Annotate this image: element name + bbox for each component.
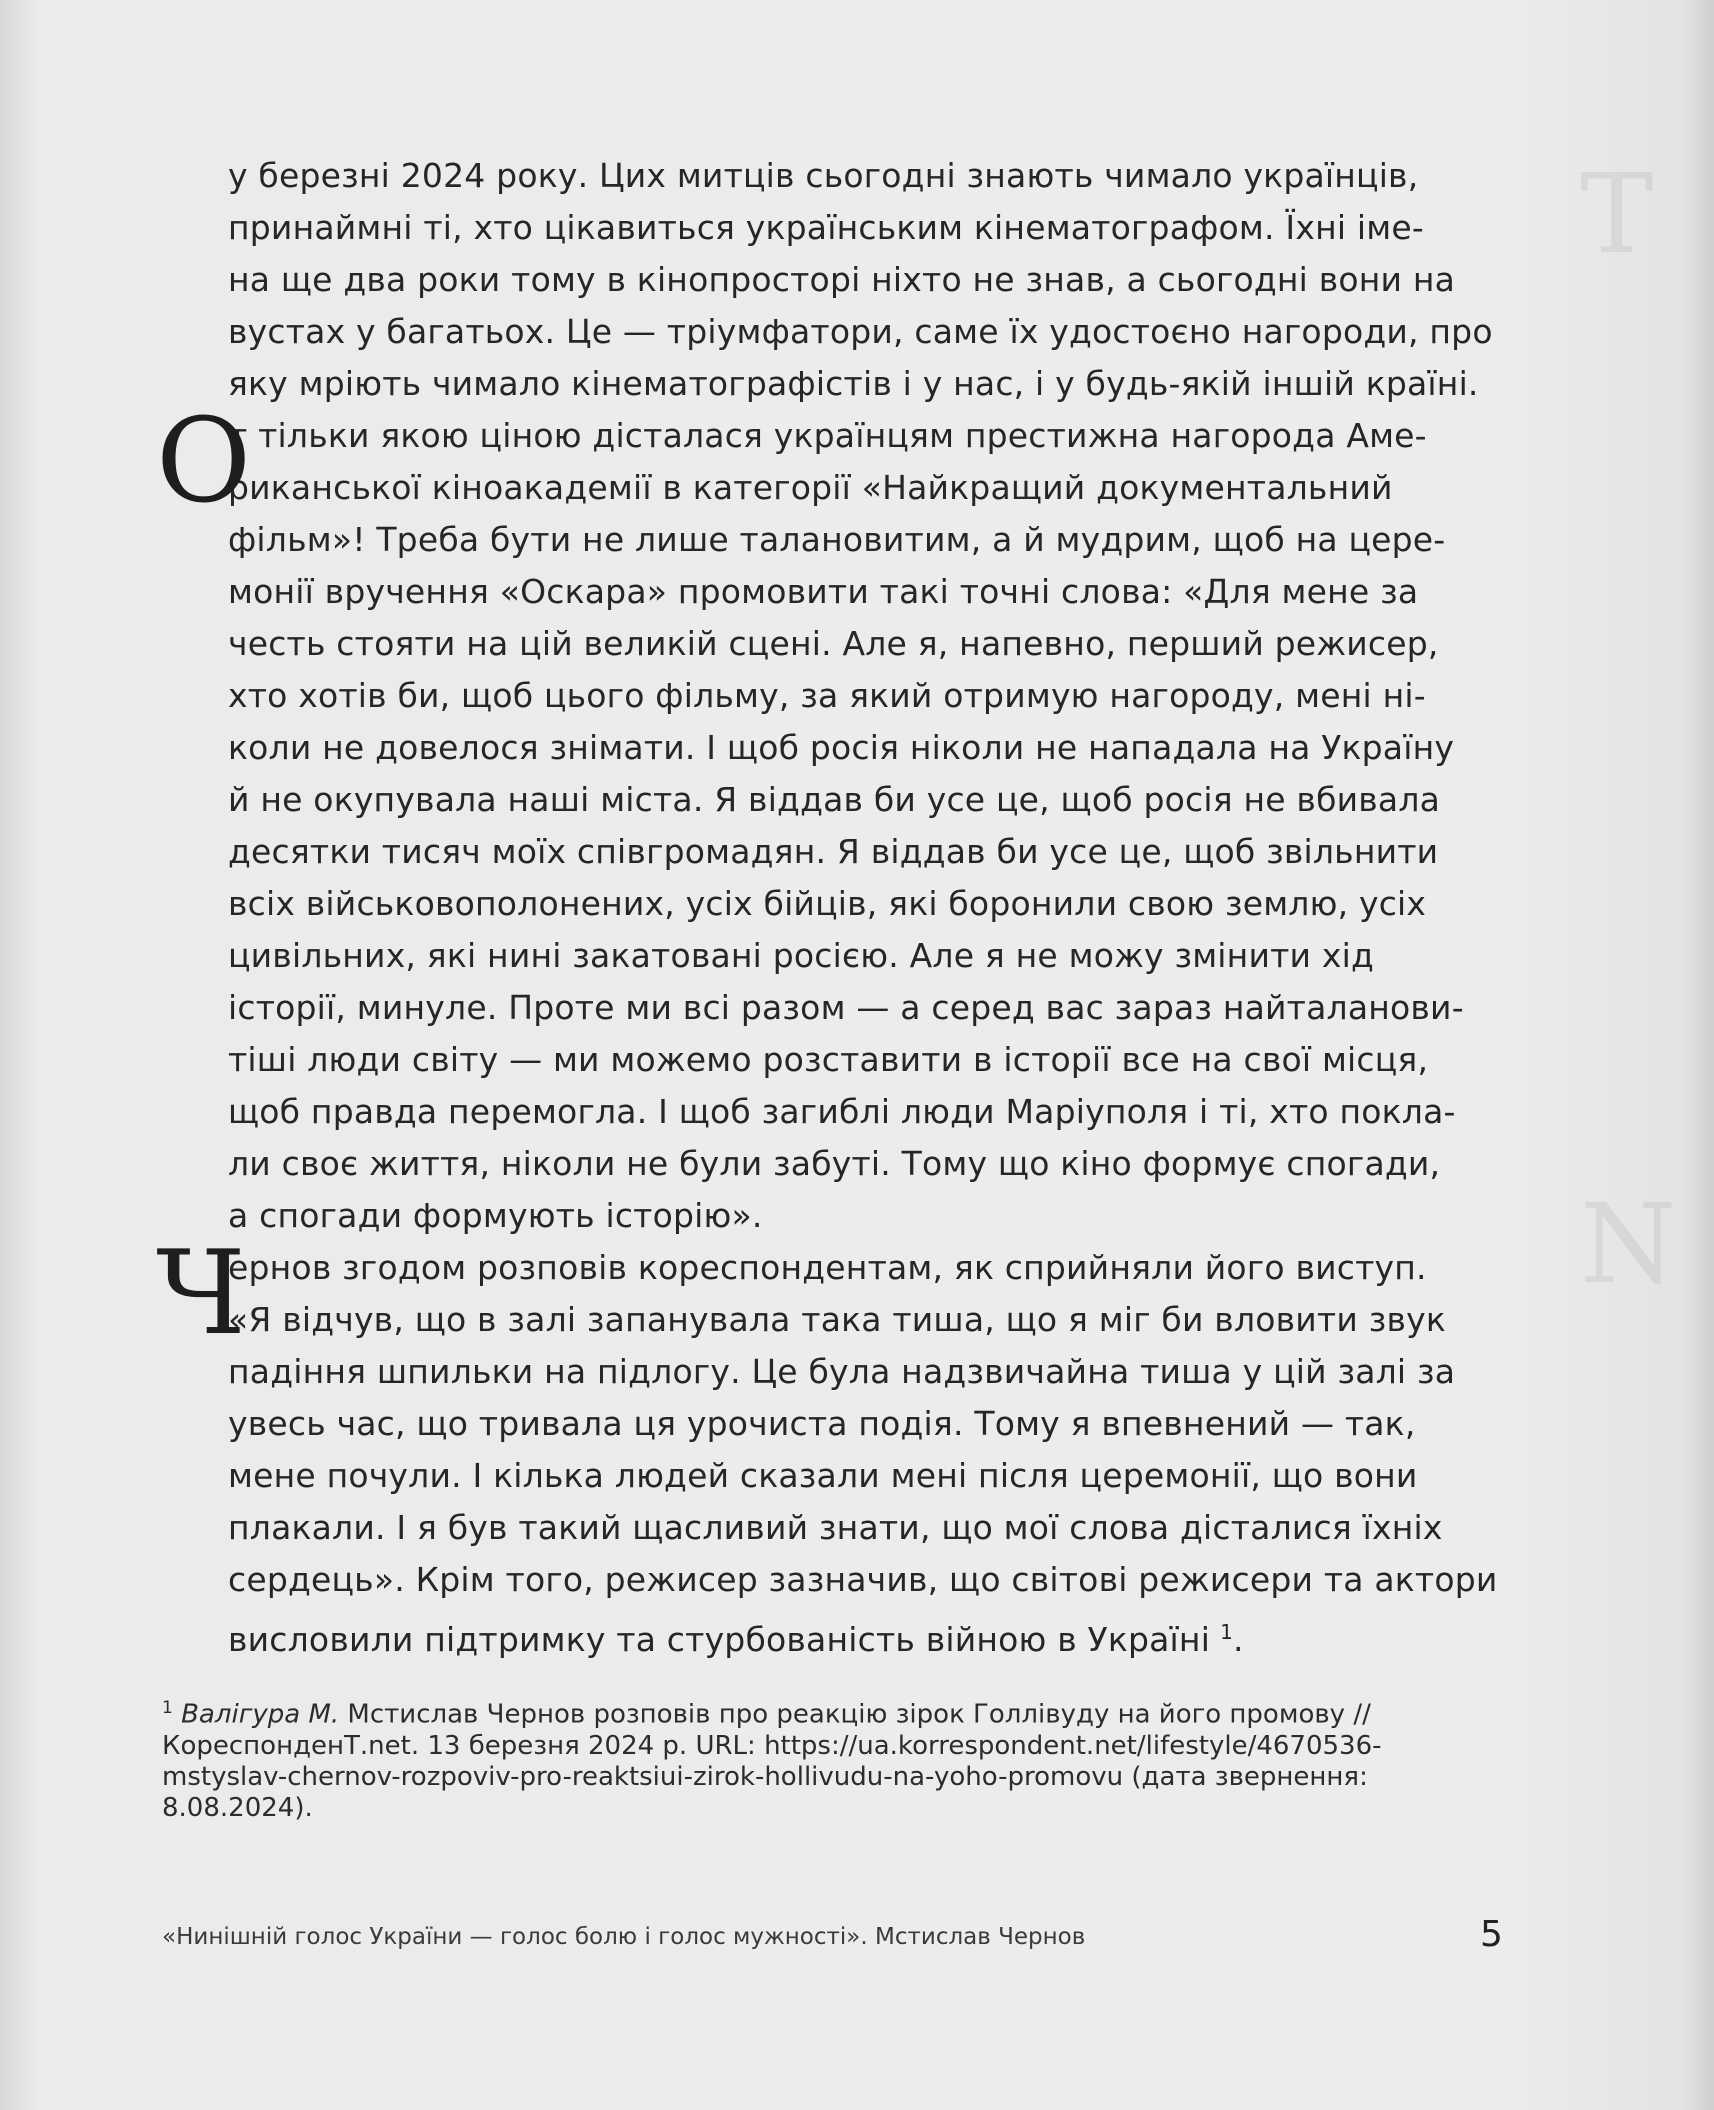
text-line: плакали. І я був такий щасливий знати, що мої слова дісталися їхніх <box>228 1508 1443 1547</box>
footnote-reference: 1 <box>1220 1620 1234 1644</box>
page-number: 5 <box>1480 1914 1503 1955</box>
text-line: ли своє життя, ніколи не були забуті. Тому що кіно формує спогади, <box>228 1144 1441 1183</box>
text-line: всіх військовополонених, усіх бійців, які боронили свою землю, усіх <box>228 884 1427 923</box>
show-through-letter: N <box>1580 1180 1677 1308</box>
text-line: т тільки якою ціною дісталася українцям престижна нагорода Аме- <box>228 416 1427 455</box>
text-line: вустах у багатьох. Це — тріумфатори, саме їх удостоєно нагороди, про <box>228 312 1493 351</box>
text-line: коли не довелося знімати. І щоб росія ніколи не нападала на Україну <box>228 728 1455 767</box>
text-line: яку мріють чимало кінематографістів і у нас, і у будь-якій іншій країні. <box>228 364 1479 403</box>
show-through-letter: Т <box>1580 150 1654 278</box>
text-line: принаймні ті, хто цікавиться українським кінематографом. Їхні іме- <box>228 208 1424 247</box>
paragraph-2 <box>156 394 1498 1242</box>
text-line: щоб правда перемогла. І щоб загиблі люди Маріуполя і ті, хто покла- <box>228 1092 1456 1131</box>
text-line: ернов згодом розповів кореспондентам, як сприйняли його виступ. <box>228 1248 1427 1287</box>
text-line: падіння шпильки на підлогу. Це була надзвичайна тиша у цій залі за <box>228 1352 1456 1391</box>
text-line: цивільних, які нині закатовані росією. Але я не можу змінити хід <box>228 936 1374 975</box>
text-line: увесь час, що тривала ця урочиста подія. Тому я впевнений — так, <box>228 1404 1416 1443</box>
text-line: у березні 2024 року. Цих митців сьогодні знають чимало українців, <box>228 156 1419 195</box>
running-footer: «Нинішній голос України — голос болю і голос мужності». Мстислав Чернов <box>162 1924 1086 1950</box>
text-line: хто хотів би, щоб цього фільму, за який отримую нагороду, мені ні- <box>228 676 1426 715</box>
paragraph-3 <box>156 1226 1498 1659</box>
text-line: тіші люди світу — ми можемо розставити в історії все на свої місця, <box>228 1040 1429 1079</box>
text-line: й не окупувала наші міста. Я віддав би усе це, щоб росія не вбивала <box>228 780 1441 819</box>
page-edge-shadow <box>1684 0 1714 2110</box>
text-line: риканської кіноакадемії в категорії «Найкращий документальний <box>228 468 1393 507</box>
text-line: висловили підтримку та стурбованість війною в Україні $^1$. <box>228 1620 1244 1659</box>
footnote-line: 8.08.2024). <box>162 1792 313 1823</box>
text-line: десятки тисяч моїх співгромадян. Я віддав би усе це, щоб звільнити <box>228 832 1439 871</box>
text-line: монії вручення «Оскара» промовити такі точні слова: «Для мене за <box>228 572 1419 611</box>
text-line: на ще два роки тому в кінопросторі ніхто не знав, а сьогодні вони на <box>228 260 1456 299</box>
footnote-line <box>162 1693 1462 1731</box>
text-line: фільм»! Треба бути не лише талановитим, а й мудрим, щоб на цере- <box>228 520 1446 559</box>
text-line: мене почули. І кілька людей сказали мені після церемонії, що вони <box>228 1456 1418 1495</box>
footnote-title: Мстислав Чернов розповів про реакцію зірок Голлівуду на його промову // <box>339 1699 1371 1730</box>
footnote <box>162 1693 1462 1824</box>
drop-cap-o: О <box>156 394 252 529</box>
text-line: сердець». Крім того, режисер зазначив, що світові режисери та актори <box>228 1560 1498 1599</box>
footnote-line: mstyslav-chernov-rozpoviv-pro-reaktsiui-zirok-hollivudu-na-yoho-promovu (дата звернення: <box>162 1761 1368 1792</box>
paragraph-1 <box>228 150 1498 410</box>
text-line: історії, минуле. Проте ми всі разом — а серед вас зараз найталанови- <box>228 988 1464 1027</box>
footnote-number: 1 <box>162 1698 173 1718</box>
text-line: а спогади формують історію». <box>228 1196 763 1235</box>
main-text <box>156 150 1498 1659</box>
text-line: честь стояти на цій великій сцені. Але я, напевно, перший режисер, <box>228 624 1439 663</box>
footnote-author: Валігура М. <box>181 1699 340 1730</box>
drop-cap-ch: Ч <box>156 1226 246 1361</box>
footnote-line: КореспонденТ.net. 13 березня 2024 р. URL: https://ua.korrespondent.net/lifestyle/4670536- <box>162 1730 1382 1761</box>
text-line: «Я відчув, що в залі запанувала така тиша, що я міг би вловити звук <box>228 1300 1446 1339</box>
